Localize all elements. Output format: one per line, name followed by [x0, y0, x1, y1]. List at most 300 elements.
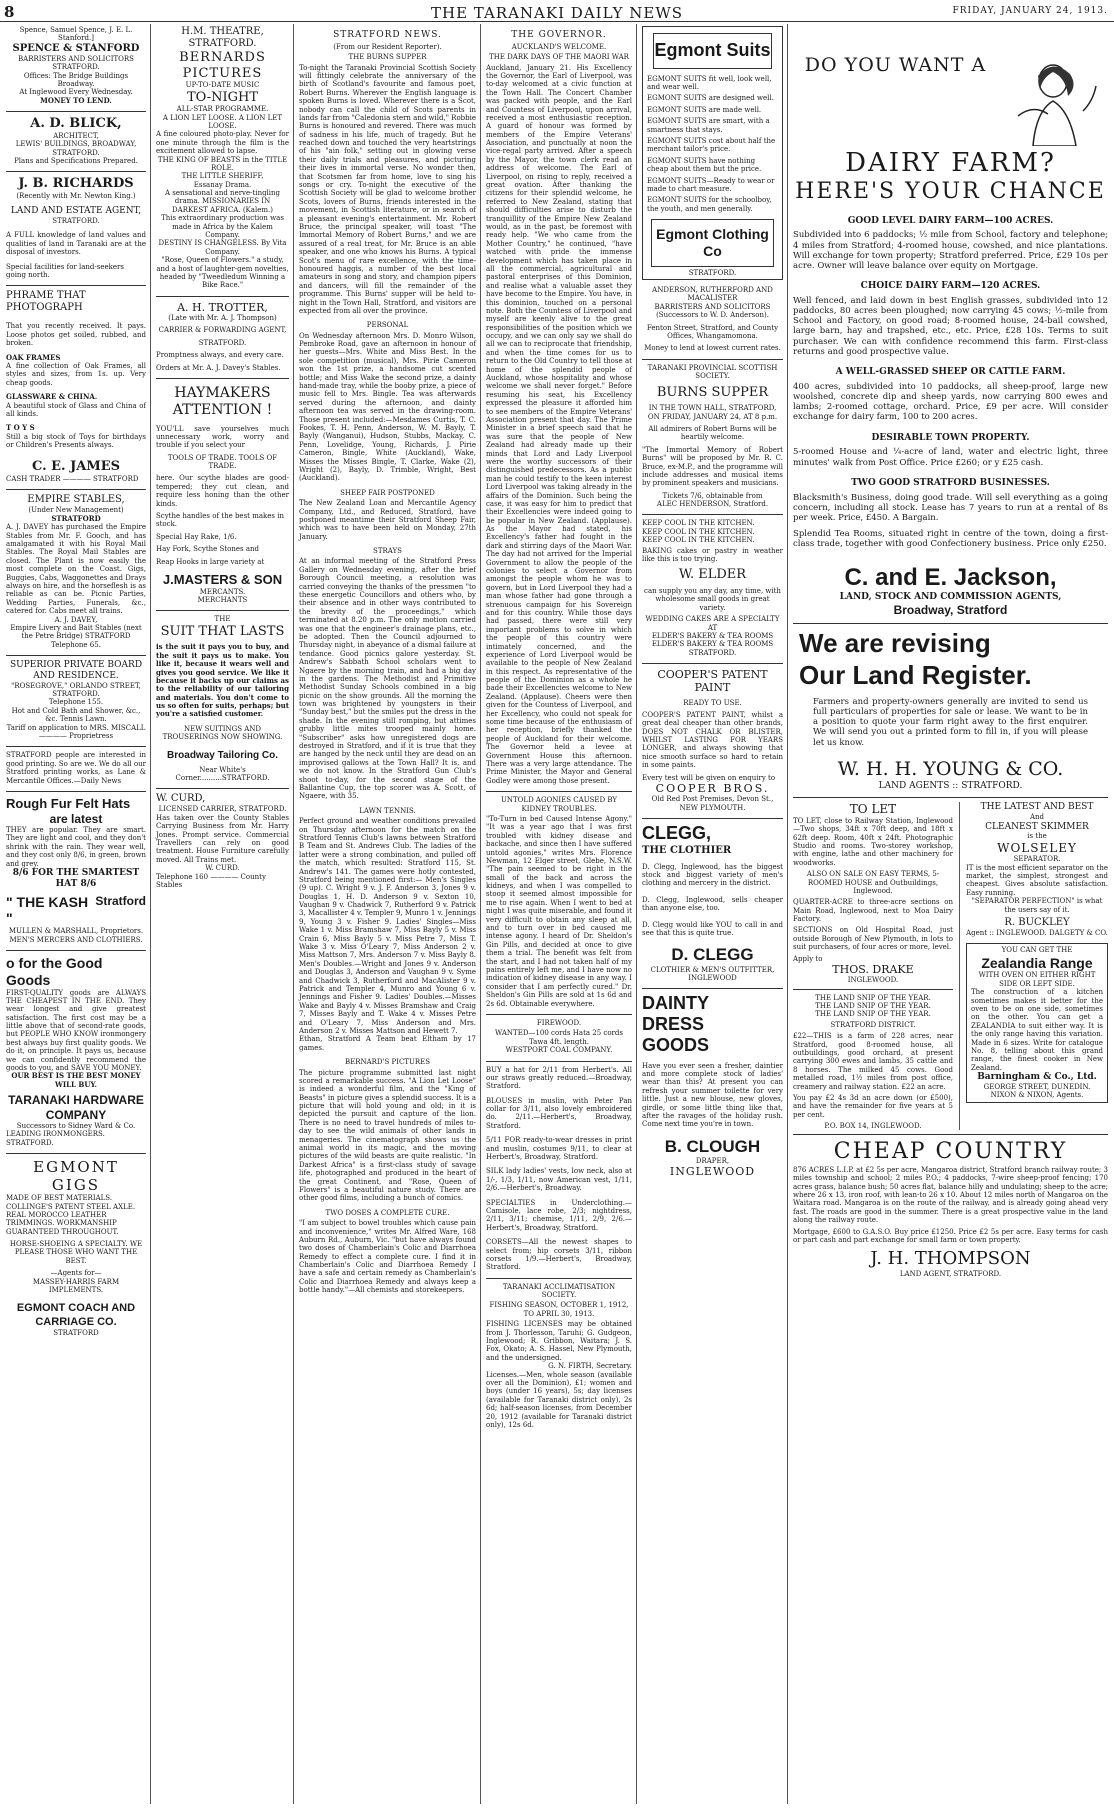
ad-text: Promptness always, and every care. [156, 351, 284, 360]
ad-text: Tariff on application to MRS. MISCALL ———— Proprietress [6, 723, 146, 741]
ad-text: Essanay Drama. [193, 180, 252, 189]
ad-heading: DAIRY FARM? [845, 148, 1056, 178]
ad-text: Splendid Tea Rooms, situated right in centre of the town, doing a first-class trade, together with good Confectionery business. Price only £250. [793, 529, 1108, 550]
ad-heading: EGMONT GIGS [33, 1158, 119, 1195]
divider [156, 610, 289, 611]
divider [6, 1153, 146, 1154]
ad-heading: THE CLOTHIER [642, 844, 732, 856]
divider [642, 359, 783, 360]
divider [6, 655, 146, 656]
ad-text: Agent :: INGLEWOOD. DALGETY & CO. [966, 928, 1108, 937]
ad-text: ALL-STAR PROGRAMME. [176, 105, 269, 114]
ad-heading: TARANAKI HARDWARE COMPANY [8, 1093, 144, 1122]
ad-text: G. N. FIRTH, Secretary. [548, 1362, 632, 1371]
ad-text: Have you ever seen a fresher, daintier and more complete stock of ladies' wear than this? At present you can refresh your summer toilette for very little. Just a new blouse, new gloves, girdle, or some little thing like that, after the ravages of the holiday rush. Come next time you're in town. [642, 1061, 783, 1129]
ad-text: "SEPARATOR PERFECTION" is what the users say of it. [971, 897, 1103, 914]
column-6 [789, 24, 1112, 1804]
ad-text: is the [1027, 832, 1047, 841]
ad-heading: T O Y S [6, 423, 35, 433]
masthead [0, 0, 1114, 22]
ad-text: ALSO ON SALE ON EASY TERMS, 5-ROOMED HOUSE and Outbuildings, Inglewood. [806, 870, 940, 895]
ad-text: CLOTHIER & MEN'S OUTFITTER, INGLEWOOD [650, 965, 775, 983]
ad-heading: We are revising [799, 628, 991, 659]
ad-text: here. Our scythe blades are good-tempered; they cut clean, and require less honing than the other kinds. [156, 474, 289, 508]
ad-text: TOOLS OF TRADE. TOOLS OF TRADE. [167, 453, 278, 471]
ad-elder [642, 519, 783, 657]
ad-text: This extraordinary production was made in Africa by the Kalem Company. [161, 214, 284, 240]
ad-text: Plans and Specifications Prepared. [14, 156, 138, 165]
ad-text: Reap Hooks in large variety at [156, 557, 265, 566]
ad-text: MASSEY-HARRIS FARM IMPLEMENTS. [32, 1277, 120, 1295]
ad-text: ELDER'S BAKERY & TEA ROOMS ELDER'S BAKERY & TEA ROOMS STRATFORD. [651, 631, 774, 657]
ad-text: (Late with Mr. A. J. Thompson) [168, 313, 277, 322]
article-heading: BERNARD'S PICTURES [344, 1058, 431, 1067]
ad-trotter [156, 301, 289, 372]
ad-heading: WOLSELEY [997, 840, 1077, 855]
ad-text: You pay £2 4s 3d an acre down (or £500), and have the remainder for five years at 5 per cent. [793, 1093, 953, 1119]
ad-heading: EGMONT COACH AND CARRIAGE CO. [16, 1302, 136, 1328]
ad-blick [6, 116, 146, 165]
ad-text: UP-TO-DATE MUSIC [185, 81, 260, 90]
ad-text: D. Clegg, Inglewood, has the biggest stock and biggest variety of men's clothing and mercery in the district. [642, 862, 783, 888]
ad-text: BUY a hat for 2/11 from Herbert's. All our straws greatly reduced.—Broadway, Stratford. [486, 1065, 632, 1091]
ad-heading: DESIRABLE TOWN PROPERTY. [871, 432, 1030, 443]
ad-text: A beautiful stock of Glass and China of all kinds. [6, 401, 146, 418]
ad-heading: FISHING SEASON, OCTOBER 1, 1912, TO APRIL 30, 1913. [489, 1301, 629, 1318]
article-heading: SHEEP FAIR POSTPONED [340, 488, 435, 497]
ad-text: "ROSEGROVE," ORLANDO STREET, STRATFORD. [11, 681, 141, 699]
ad-text: LICENSED CARRIER, STRATFORD. [158, 805, 287, 814]
ad-heading: DO YOU WANT A [804, 54, 987, 76]
divider [642, 514, 783, 515]
ad-text: CASH TRADER ———— STRATFORD [6, 475, 139, 484]
section-heading: THE GOVERNOR. [511, 30, 607, 40]
ad-text: LAND AGENTS :: STRATFORD. [878, 780, 1023, 791]
ad-heading: SUIT THAT LASTS [160, 623, 285, 639]
ad-text: Has taken over the County Stables Carrying Business from Mr. Harry Jones. Prompt service. Commercial Travellers can rely on good treatment. House Furniture carefully moved. All Trains met. [156, 813, 289, 864]
ad-heading: Stratford [95, 893, 146, 908]
ad-heading: HERE'S YOUR CHANCE [795, 179, 1106, 205]
ad-text: THE LITTLE SHERIFF, [181, 172, 264, 181]
ad-text: "Rose, Queen of Flowers." a study, and a host of laughter-gem novelties, headed by "Tweedledum Winning a Bike Race." [156, 256, 289, 290]
ad-text: —Agents for— [50, 1269, 102, 1278]
ad-text: STRATFORD. [688, 268, 737, 277]
ad-text: Tickets 7/6, obtainable from [662, 491, 763, 500]
article-body: On Wednesday afternoon Mrs. D. Monro Wilson, Pembroke Road, gave an afternoon in honour of her guests—Mrs. White and Miss Best. In the sole competition (musical), Mrs. Pirie Cameron won the 1st prize, a handsome cut scented bottle; and Miss Wake the second prize, a dainty hand-made tray, while the booby prize, a piece of music fell to Mrs. Bingle. Tea was afterwards served during the afternoon, and dainty afternoon tea was served in the drawing-room. Those present included:—Mesdames Curtis, T. C. Fookes, T. H. Penn, Anderson, W. M. Bayly, T. Bayly (Wanganui), Hudson, Stubbs, Mackay, C. Penn, Lovelidge, Young, Richards, J. Pirie Cameron, Bingle, White (Auckland), Wake, Misses the Misses Bingle, T. Clarke, Wake (2), Wright (2), Bayly, D. Trimble, Wright, Best (Auckland). [299, 331, 476, 483]
ad-text: 876 ACRES L.I.P. at £2 5s per acre, Mangaroa district, Stratford branch railway route; 3 miles township and school; 2 miles P.O.; 4 paddocks, 7-wire sheep-proof fencing; 170 acres grass, balance bush; 50 acres flat, balance hilly and undulating; sheep to the acre; where 26 x 13, iron roof, with lean-to 26 x 10. About 12 miles north of Mangaroa on the Waitara road. Mangaroa is on the route of the railway, and is already going ahead very fast. The roads are good in the summer. There is a great prospective value in the land along the railway route. [793, 1165, 1108, 1225]
ad-bernards-pictures [156, 26, 289, 290]
ad-text: Scythe handles of the best makes in stock. [156, 512, 284, 529]
divider [156, 296, 289, 297]
ad-text: BAKING cakes or pastry in weather like this is too trying. [642, 546, 783, 564]
ad-heading: THOS. DRAKE [832, 963, 914, 977]
ad-text: QUARTER-ACRE to three-acre sections on Main Road, Inglewood, next to Moa Dairy Factory. [793, 898, 953, 924]
ad-text: "The Immortal Memory of Robert Burns" will be proposed by Mr. R. C. Bruce, ex-M.P., and the programme will include addresses and musical items by prominent speakers and musicians. [642, 445, 783, 488]
article-heading: UNTOLD AGONIES CAUSED BY KIDNEY TROUBLES. [500, 796, 618, 813]
ad-heading: ANDERSON, RUTHERFORD AND MACALISTER [652, 286, 773, 303]
ad-heading: THE LAND SNIP OF THE YEAR. [815, 993, 931, 1002]
article-body: "To-Turn in bed Caused Intense Agony." "It was a year ago that I was first troubled with kidney disease and backache, and since then I have suffered untold agonies," writes Mrs. Florence Newman, 12 Elger street, Glebe, N.S.W. "The pain seemed to be right in the small of the back and across the kidneys, and when I was compelled to stoop it seemed almost impossible for me to rise again. When I went to bed at night I was quite miserable, and found it very difficult to obtain any sleep at all, and to turn over in bed caused me intense agony. I heard of Dr. Sheldon's Gin Pills, and decided at once to give them a trial. The benefit was felt from the start, and I had not taken half of my pains entirely left me, and I have now no indication of kidney disease in any way. I consider that I am perfectly cured." Dr. Sheldon's Gin Pills are sold at 1s 6d and 2s 6d. Obtainable everywhere. [486, 814, 632, 1008]
ad-heading: W. ELDER [678, 567, 747, 583]
column-3 [295, 24, 480, 1804]
ad-text: A FULL knowledge of land values and qualities of land in Taranaki are at the disposal of investors. [6, 231, 146, 257]
ad-text: A fine collection of Oak Frames, all styles and sizes, from 1s. up. Very cheap goods. [6, 361, 146, 387]
ad-text: IT is the most efficient separator on the market, the simplest, strongest and cheapest. Gives absolute satisfaction. Easy running. [966, 863, 1108, 897]
ad-heading: D. CLEGG [671, 945, 754, 965]
ad-text: INGLEWOOD [669, 1165, 756, 1179]
ad-heading: BURNS SUPPER [656, 384, 769, 400]
ad-text: W. CURD. [205, 864, 240, 873]
ad-heading: CLEGG, [642, 822, 712, 843]
ad-text: Empire Livery and Bait Stables (next the Petre Bridge) STRATFORD Telephone 65. [10, 623, 142, 649]
ad-text: HORSE-SHOEING A SPECIALTY. WE PLEASE THOSE WHO WANT THE BEST. [9, 1240, 143, 1265]
ad-heading: B. CLOUGH [664, 1136, 761, 1156]
ad-text: YOU CAN GET THE [1001, 946, 1073, 955]
ad-heading: A. D. BLICK, [30, 116, 122, 132]
ad-text: MONEY TO LEND. [40, 95, 112, 105]
section-subheading: (From our Resident Reporter). [333, 42, 442, 51]
ad-heading: CHEAP COUNTRY [833, 1139, 1068, 1165]
ad-text: Apply to [793, 954, 823, 963]
column-rule [636, 24, 637, 1804]
ad-text: LEWIS' BUILDINGS, BROADWAY, STRATFORD. [15, 140, 137, 157]
ad-text: STRATFORD. [52, 217, 100, 226]
ad-text: KEEP COOL IN THE KITCHEN. [642, 519, 755, 528]
article-heading: LAWN TENNIS. [359, 806, 416, 815]
ad-text: is the suit it pays you to buy, and the suit it pays us to make. You like it, because it wears well and gives you good service. We like it because it backs up our claims as to the reliability of our tailoring and materials. You don't come to us so often for suits, perhaps; but you're a satisfied customer. [156, 642, 289, 719]
ad-text: Money to lend at lowest current rates. [644, 344, 781, 353]
ad-text: TO LET, close to Railway Station, Inglewood—Two shops, 34ft x 70ft deep, and 18ft x 62ft deep. Room, 40ft x 24ft. Photographic Studio and rooms. Two-storey workshop, with engine, lathe and other machinery for woodworks. [793, 816, 953, 867]
ad-text: All admirers of Robert Burns will be heartily welcome. [648, 424, 777, 442]
ad-text: COOPER'S PATENT PAINT, whilst a great deal cheaper than other brands, DOES NOT CHALK OR BLISTER, WHILST LASTING FOR YEARS LONGER, and always showing that nice smooth surface so hard to retain in some paints. [642, 710, 783, 770]
ad-text: THEY are popular. They are smart. They are light and cool, and they don't shrink with the rain. They wear well, and they cost only 8/6, in green, brown and grey. [6, 825, 146, 868]
ad-heading: J.MASTERS & SON [162, 571, 283, 587]
column-1 [2, 24, 150, 1804]
ad-hardware [6, 955, 146, 1147]
ad-text: A sensational and nerve-tingling drama. MISSIONARIES IN DARKEST AFRICA. (Kalem.) [164, 189, 281, 214]
ad-heading: TARANAKI PROVINCIAL SCOTTISH SOCIETY. [647, 363, 778, 381]
divider [486, 1061, 632, 1062]
ad-heading: C. E. JAMES [31, 459, 121, 475]
ad-text: Offices: The Bridge Buildings Broadway. [23, 71, 129, 88]
ad-text: STRATFORD [51, 513, 101, 523]
ad-heading: PHRAME THAT PHOTOGRAPH [6, 290, 86, 314]
divider [486, 1014, 632, 1015]
article-body: At an informal meeting of the Stratford Press Gallery on Wednesday evening, after the brief Borough Council meeting, a resolution was carried conveying the thanks of the pressmen "to these energetic Councillors and others who, by their absence and in other ways contributed to the brevity of the proceedings," which terminated at 8.20 p.m. The only motion carried was one that the engineer's drainage plans, etc., be adopted. Then the Council adjourned to Thursday night, in abeyance of a dismal failure at tendance. Good picnics galore yesterday. St. Andrew's Sabbath School scholars went to Ngaere by the morning train, and had a big day in the gardens. The Methodist and Primitive Methodist Sunday Schools combined in a big picnic on the show grounds. All the morning the town was brightened by youngsters in their "Sunday best," but the smiles put the dress in the shade. In the evening still romping, but attimes grubby little mites trooped mainly home. "Subscriber" asks how unregistered dogs are destroyed in Stratford, and if it is true that they are hanged by the neck until they are dead on an improvised gallows at the Town Hall? It is, and we do not know. In the Stratford Gun Club's shoot to-day, for the second stage of the Ballantine Cup, the top scorer was A. Scott, of Ngaere, with 35. [299, 557, 476, 801]
ad-text: BARRISTERS AND SOLICITORS (Successors to W. D. Anderson). [654, 302, 771, 320]
ad-heading: A. H. TROTTER, [177, 300, 268, 314]
divider [486, 1278, 632, 1279]
ad-text: 5/11 FOR ready-to-wear dresses in print and muslin, costumes 9/11, to clear at Herbert's, Broadway, Stratford. [486, 1136, 632, 1162]
ad-heading: GLASSWARE & CHINA. [6, 392, 98, 402]
ad-text: FISHING LICENSES may be obtained from J. Thorlesson, Taruhi; G. Gudgeon, Inglewood; R. Gribbon, Waitara; J. S. Fox, Okato; A. S. Hassel, New Plymouth, and the undersigned. [486, 1320, 632, 1362]
ad-wolseley [966, 802, 1108, 1130]
ad-heading: TO-NIGHT [186, 89, 259, 105]
ad-heading: H.M. THEATRE, STRATFORD. [181, 26, 264, 49]
ad-text: A. J. DAVEY, [54, 615, 98, 624]
ad-text: Still a big stock of Toys for birthdays or Children's Presents always. [6, 432, 146, 450]
divider [486, 791, 632, 792]
ad-heading: C. and E. Jackson, [844, 563, 1057, 591]
ad-heading: GOOD LEVEL DAIRY FARM—100 ACRES. [847, 215, 1054, 226]
ad-dairy-farm [793, 54, 1108, 617]
ad-text: SILK lady ladies' vests, low neck, also at 1/-, 1/3, 1/11, now American vest, 1/11, 2/6.—Herbert's, Broadway. [486, 1167, 632, 1193]
ad-heading: o for the Good Goods [6, 954, 103, 988]
ad-text: KEEP COOL IN THE KITCHEN. [642, 527, 755, 536]
ad-text: EGMONT SUITS are made well. [647, 105, 762, 114]
ad-text: STRATFORD [53, 1328, 99, 1337]
divider [6, 111, 146, 112]
ad-text: STRATFORD. [198, 338, 247, 347]
ad-egmont-suits [642, 26, 783, 280]
ad-text: EGMONT SUITS for the schoolboy, the youth, and men generally. [647, 196, 772, 213]
ad-heading: W. H. H. YOUNG & CO. [837, 757, 1064, 780]
ad-text: IN THE TOWN HALL, STRATFORD, [648, 404, 777, 413]
ad-heading: J. B. RICHARDS [18, 176, 134, 192]
ad-heading: Broadway Tailoring Co. [167, 749, 278, 761]
ad-text: Broadway, Stratford [893, 603, 1008, 618]
ad-text: Successors to Sidney Ward & Co. [16, 1121, 136, 1130]
divider [6, 489, 146, 490]
column-rule [293, 24, 294, 1804]
article-heading: TWO DOSES A COMPLETE CURE. [325, 1208, 450, 1217]
divider [793, 1134, 1108, 1135]
ad-text: 5-roomed House and ¼-acre of land, water and electric light, three minutes' walk from Post Office. Price £260; or y £25 cash. [793, 447, 1108, 468]
article-body: To-night the Taranaki Provincial Scottish Society will fittingly celebrate the anniversary of the birth of Scotland's favourite and famous poet, Robert Burns. Wherever the English language is spoken Burns is loved. Wherever there is a Scot, nobody can call the child of Scots parents in lands far from "Caledonia stern and wild," Robbie Burns is honoured and revered. There was much of sadness in his life, much of tragedy. But he reached down and touched the very heartstrings of his "ain folk," setting out in glowing verse their daily trials and pleasures, and picturing their lives in immortal verse. No wonder then, that Scotsmen far from home, love to sing his songs or cry. To-night the executive of the Scottish Society will be glad to welcome brother Scots, lovers of Burns, friends interested in the movement, in Scottish literature, or in search of a pleasant evening's entertainment. Mr. Robert Bruce, the principal speaker, will toast "The Immortal Memory of Robert Burns," and we are assured of a real treat, for Mr. Bruce is an able speaker, and one who knows his Burns. A typical Scot's menu of rare excellence, with the time-honoured haggis, a number of the best local amateurs in song and story, and champion pipers and dancers, will fill the remainder of the programme. This Burns' supper will be held to-night in the Town Hall, Stratford, and visitors are expected from all over the province. [299, 63, 477, 315]
ad-text: Hot and Cold Bath and Shower, &c., &c. Tennis Lawn. [11, 706, 141, 724]
article-heading: PERSONAL [366, 321, 409, 330]
ad-text: EGMONT SUITS have nothing cheap about them but the price. [647, 156, 762, 174]
ad-text: STRATFORD DISTRICT. [830, 1020, 916, 1029]
ad-text: OUR BEST IS THE BEST MONEY WILL BUY. [11, 1071, 141, 1089]
column-rule [959, 802, 960, 1130]
ad-text: Mortgage, £600 to G.A.S.O. Buy price £1250. Price £2 5s per acre. Easy terms for cash or part cash and part exchange for small farm or town property. [793, 1227, 1108, 1244]
divider [156, 378, 289, 379]
column-rule [150, 24, 151, 1804]
ad-heading: TO LET [849, 802, 897, 817]
ad-drake [793, 802, 953, 1130]
divider [793, 989, 953, 990]
ad-text: MERCHANTS [197, 595, 248, 604]
column-4 [482, 24, 636, 1804]
ad-anderson [642, 286, 783, 353]
ad-zealandia [966, 943, 1108, 1102]
ad-heading: LAND AND ESTATE AGENT, [10, 206, 142, 217]
ad-text: 400 acres, subdivided into 10 paddocks, all sheep-proof, large new woolshed, concrete dip and sheep yards, now carrying 800 ewes and lambs; 2-roomed cottage, orchard. Price, £9 per acre. Will consider exchange for dairy farm, 100 to 200 acres. [793, 381, 1108, 423]
ad-heading: SUPERIOR PRIVATE BOARD AND RESIDENCE. [9, 660, 143, 681]
ad-heading: R. BUCKLEY [1004, 916, 1070, 928]
ad-text: EGMONT SUITS are designed well. [647, 94, 774, 103]
divider [793, 623, 1108, 624]
ad-text: Fenton Street, Stratford, and County Offices, Whangamomona. [646, 323, 779, 340]
ad-text: Orders at Mr. A. J. Davey's Stables. [156, 363, 281, 372]
ad-heading: TWO GOOD STRATFORD BUSINESSES. [851, 477, 1050, 488]
ad-text: CORSETS—All the newest shapes to select from; hip corsets 3/11, ribbon corsets 1/9.—Herbert's, Broadway, Stratford. [486, 1238, 632, 1272]
section-heading: STRATFORD NEWS. [333, 30, 442, 40]
ad-text: And [1029, 813, 1045, 822]
ad-text: Special Hay Rake, 1/6. [156, 532, 237, 541]
ad-text: ON FRIDAY, JANUARY 24, AT 8 p.m. [647, 412, 778, 421]
ad-heading: A WELL-GRASSED SHEEP OR CATTLE FARM. [835, 367, 1066, 378]
ad-broadway-tailoring [156, 615, 289, 782]
newspaper-title: THE TARANAKI DAILY NEWS [430, 4, 684, 22]
ad-heading: Barningham & Co., Ltd. [977, 1072, 1097, 1083]
ad-text: Old Red Post Premises, Devon St., NEW PLYMOUTH. [651, 795, 774, 812]
article-heading: STRAYS [373, 547, 402, 556]
ad-heading: FIREWOOD. [536, 1018, 582, 1027]
section-subheading: AUCKLAND'S WELCOME. [511, 42, 607, 51]
ad-clough [642, 993, 783, 1178]
ad-empire-stables [6, 494, 146, 649]
ad-text: (Under New Management) [28, 506, 124, 515]
ad-text: Licenses.—Men, whole season (available over all the Dominion), £1; women and boys (under 16 years), 5s; day licenses (available for Taranaki district only), 2s 6d; half-season licenses, from December 20, 1912 (available for Taranaki district only), 12s 6d. [486, 1370, 632, 1429]
ad-text: Near White's Corner..........STRATFORD. [175, 765, 270, 783]
article-body: The New Zealand Loan and Mercantile Agency Company, Ltd., and Reduced, Stratford, have postponed meantime their Stratford Sheep Fair, which was to have been held on Monday, 27th January. [299, 499, 476, 541]
ad-heading: COOPER BROS. [655, 782, 770, 796]
ad-heading: J. H. THOMPSON [870, 1248, 1031, 1270]
column-2 [152, 24, 293, 1804]
ad-text: THE KING OF BEASTS in the TITLE ROLE. [157, 155, 288, 172]
ad-text: BARRISTERS AND SOLICITORS [18, 54, 134, 63]
column-rule [787, 24, 788, 1804]
ad-young [793, 628, 1108, 791]
ad-heading: SPENCE & STANFORD [12, 42, 140, 54]
ad-richards [6, 176, 146, 279]
divider [642, 663, 783, 664]
column-5 [638, 24, 787, 1804]
divider [156, 788, 289, 789]
ad-heading: CLEANEST SKIMMER [985, 821, 1089, 832]
ad-text: Hay Fork, Scythe Stones and [156, 545, 259, 554]
ad-text: MADE OF BEST MATERIALS. COLLINGE'S PATENT STEEL AXLE. REAL MOROCCO LEATHER TRIMMINGS. WORKMANSHIP GUARANTEED THROUGHOUT. [6, 1194, 136, 1236]
ad-text: WITH OVEN ON EITHER RIGHT SIDE OR LEFT SIDE. [978, 971, 1096, 988]
ad-text: Spence, Samuel Spence, J. E. L. Stanford.] [19, 26, 133, 43]
divider [642, 988, 783, 989]
article-body: Auckland, January 21. His Excellency the Governor, the Earl of Liverpool, was to-day welcomed at a civic function at the Town Hall. The Concert Chamber was packed with people, and the Earl and Countess of Liverpool, upon arrival, received a most enthusiastic reception. A guard of honour was formed by members of the Empire Veterans' Association, and punctually at noon the vice-regal party arrived. After a speech by the Mayor, the town clerk read an address of welcome. The Earl of Liverpool, on rising to reply, received a great ovation. After thanking the citizens for their splendid welcome, he referred to New Zealand, stating that should difficulties arise to disturb the tranquillity of the Empire New Zealand would, as in the past, be foremost with ready help. "We who came from the Mother Country," he continued, "have watched with pride the immense development which has taken place in all the commercial, agricultural and pastoral enterprises of this Dominion, and realise what a valuable asset they have become to the Empire. You have, in this dominion, touched on a personal note. Both the Countess of Liverpool and myself are keenly alive to the great responsibilities of the position which we occupy, and we can only say we shall do all we can to reciprocate that friendship, and when the time comes for us to return to the Old Country to tell those at home of the splendid people of Auckland, whose hospitality and whose welcome we shall never forget." Before resuming his seat, his Excellency expressed the pleasure it afforded him to see members of the Empire Veterans' Association present that day. The Prime Minister in a brief speech said that he was sure that the people of New Zealand had already made up their minds that Lord and Lady Liverpool were the worthy successors of their distinguished predecessors. As a public man he could testify to the keen interest Lord Liverpool was taking already in the affairs of the Dominion. Such being the case, it was easy for him to predict that their Excellencies were indeed going to be popular in New Zealand. (Applause). As the Mayor had stated, his Excellency's father had fought in the dark and stirring days of the Maori War. The day had not arrived for the Imperial Government to allow the people of the colonies to select a Governor from amongst the people whom he was to govern, but in Lord Liverpool they had a man whose father had gone through a strenuous campaign for his Sovereign and for this country. While those days had passed, there were still very important problems to solve in which the people of this country were intimately concerned, and the experience of Lord Liverpool would be available to the people of New Zealand in this respect. As representative of the people of the Dominion as a whole he bade their Excellencies welcome to New Zealand. (Applause). Cheers were then given for the Countess of Liverpool, and her Excellency, who could not speak for some time because of the enthusiasm of her reception, briefly thanked the people of Auckland for their welcome. The Governor held a levee at Government House this afternoon. There was a very large attendance. The Prime Minister, the Mayor and General Godley were among those present. [486, 63, 632, 785]
ad-text: WESTPORT COAL COMPANY. [505, 1046, 613, 1055]
ad-heading: DAINTY DRESS GOODS [642, 993, 710, 1055]
ad-phrame [6, 290, 146, 483]
ad-text: At Inglewood Every Wednesday. [19, 88, 133, 97]
ad-text: FIRST-QUALITY goods are ALWAYS THE CHEAPEST IN THE END. They wear longest and give greatest satisfaction. The first cost may be a little above that of second-rate goods, but PEOPLE WHO KNOW ironmongery best always buy first quality goods. We do it, on principle. It pays us, because we can confidently recommend the goods to you, and SAVE YOU MONEY. [6, 988, 146, 1073]
ad-text: YOU'LL save yourselves much unnecessary work, worry and trouble if you select your [156, 424, 289, 450]
ad-text: THE [214, 615, 231, 624]
ad-heading: CHOICE DAIRY FARM—120 ACRES. [860, 281, 1041, 292]
article-body: Ethan, Stratford A Team beat Eltham by 17 games. [299, 1035, 476, 1052]
ad-text: Telephone 160 ———— County Stables [156, 872, 266, 889]
ad-printing-note: STRATFORD people are interested in good printing. So are we. We do all our Stratford printing works, as Lane & Mercantile Offices.—Daily News [6, 751, 146, 785]
ad-text: (Recently with Mr. Newton King.) [16, 191, 136, 200]
ad-heading: HAYMAKERS ATTENTION ! [172, 384, 273, 418]
ad-heading: OAK FRAMES [6, 352, 61, 362]
page-number: 8 [4, 3, 15, 21]
ad-text: A LION LET LOOSE. A LION LET LOOSE. [162, 113, 283, 130]
ad-text: Every test will be given on enquiry to [642, 773, 776, 782]
ad-clegg [642, 823, 783, 983]
ad-text: EGMONT SUITS are smart, with a smartness that stays. [647, 117, 770, 134]
article-body: The picture programme submitted last night scored a remarkable success. "A Lion Let Loose" is indeed a wonderful film, and the "King of Beasts" in picture gives a splendid success. It is a picture that will hold young and old; in it is depicted the pursuit and capture of the lion. There is no need to travel hundreds of miles to-day to see the wild animals of other lands in menageries. The cinematograph shows us the animal world in its magic, and the moving pictures of the wild beasts are quite realistic. "In Darkest Africa" is a first-class study of savage life, photographed and produced in the heart of the great Continent, and "Rose, Queen of Flowers" is a beautiful nature study. There are other good films, including a bunch of comics. [299, 1068, 476, 1203]
ad-text: MULLEN & MARSHALL, Proprietors. MEN'S MERCERS AND CLOTHIERS. [8, 927, 144, 944]
ad-text: MERCANTS. [199, 587, 246, 596]
ad-heading: Zealandia Range [981, 954, 1093, 971]
ad-text: READY TO USE. [683, 698, 742, 707]
ad-text: D. Clegg would like YOU to call in and see that this is quite true. [642, 920, 783, 937]
ad-heading: COOPER'S PATENT PAINT [657, 668, 768, 695]
issue-date: FRIDAY, JANUARY 24, 1913. [952, 6, 1108, 16]
ad-text: £22—THIS is a farm of 228 acres, near Stratford, good 8-roomed house, all outbuildings, good orchard, at present carrying 300 ewes and lambs, 35 cattle and 8 horses. The milked 45 cows. Good metalled road, 1½ miles from post office, creamery and railway station. £22 an acre. [793, 1032, 953, 1091]
ad-text: ALEC HENDERSON, Stratford. [656, 500, 769, 509]
ad-rosegrove [6, 660, 146, 740]
divider [6, 950, 146, 951]
divider [6, 746, 146, 747]
ad-text: EGMONT SUITS fit well, look well, and wear well. [647, 74, 772, 91]
ad-text: DESTINY IS CHANGELESS. By Vita Company. [158, 239, 287, 256]
ad-text: The construction of a kitchen sometimes makes it better for the oven to be on one side, sometimes on the other. You can get a ZEALANDIA to suit either way. It is the only range having this variation. Made in 6 sizes. Write for catalogue No. 8, telling about this grand range, the finest cooker in New Zealand. [971, 988, 1103, 1072]
ad-text: P.O. BOX 14, INGLEWOOD. [824, 1122, 922, 1131]
ad-text: EGMONT SUITS cost about half the merchant tailor's price. [647, 136, 776, 154]
ad-curd [156, 793, 289, 889]
ad-text: Blacksmith's Business, doing good trade. Will sell everything as a going concern, including all stock. Lease has 7 years to run at a rental of 8s per week. Price, £450. A Bargain. [793, 492, 1108, 523]
column-rule [480, 24, 481, 1804]
ad-text: WANTED—100 cords Hata 25 cords Tawa 4ft. length. [495, 1029, 623, 1046]
ad-text: A. J. DAVEY has purchased the Empire Stables from Mr. F. Gooch, and has amalgamated it with his Royal Mail Stables. The Royal Mail Stables are closed. The Plant is now easily the most complete on the Coast. Gigs, Buggies, Cabs, Waggonettes and Drays always on hire, and the horseflesh is as reliable as can be. Picnic Parties, Wedding Parties, Funerals, &c., catered for. Cabs meet all trains. [6, 523, 146, 616]
ad-spence-stanford [6, 26, 146, 105]
ad-text: Subdivided into 6 paddocks; ½ mile from School, factory and telephone; 4 miles from Stratford; 4-roomed house, cowshed, and nice plantations. Will exchange for town property; Stratford preferred. Price, £29 10s per acre. Owner will leave balance over equity on Mortgage. [793, 230, 1108, 271]
ad-heading: Rough Fur Felt Hats [6, 796, 131, 811]
ad-text: DRAPER, [695, 1157, 730, 1166]
ad-heading: THE LATEST AND BEST [980, 802, 1094, 813]
ad-text: GEORGE STREET, DUNEDIN. NIXON & NIXON, Agents. [983, 1082, 1091, 1100]
article-heading: THE BURNS SUPPER [348, 53, 427, 62]
section-subheading: THE DARK DAYS OF THE MAORI WAR [489, 53, 629, 62]
ad-text: Well fenced, and laid down in best English grasses, subdivided into 12 paddocks, 80 acres been ploughed; now carrying 45 cows; ½-mile from School and Factory, on good road; 8-roomed house, 24-bail cowshed, large barn, hay and trapshed, etc., etc. Price, £28 10s. Terms to suit purchaser. We can with confidence recommend this farm. First-class returns and good prospective value. [793, 295, 1108, 357]
ad-heading: BERNARDS PICTURES [179, 50, 266, 81]
ad-thompson [793, 1139, 1108, 1278]
ad-heading: are latest [49, 811, 103, 826]
divider [6, 285, 146, 286]
ad-heading: Our Land Register. [799, 659, 1032, 690]
ad-text: LAND AGENT, STRATFORD. [899, 1269, 1002, 1278]
ad-heading: THE LAND SNIP OF THE YEAR. [815, 1010, 931, 1019]
ad-text: KEEP COOL IN THE KITCHEN. [642, 536, 755, 545]
ad-text: 8/6 FOR THE SMARTEST HAT 8/6 [12, 867, 140, 889]
ad-heading: W. CURD, [156, 793, 206, 805]
ad-text: D. Clegg, Inglewood, sells cheaper than anyone else, too. [642, 895, 783, 913]
ad-text: A fine coloured photo-play. Never for one minute through the film is the excitement allowed to lapse. [156, 130, 289, 156]
divider [6, 791, 146, 792]
ad-text: CARRIER & FORWARDING AGENT, [158, 326, 287, 335]
ad-heading: TARANAKI ACCLIMATISATION SOCIETY. [502, 1282, 616, 1300]
ad-text: SEPARATOR. [1013, 855, 1061, 864]
divider [642, 818, 783, 819]
ad-text: LEADING IRONMONGERS. STRATFORD. [6, 1130, 105, 1147]
ad-text: Special facilities for land-seekers going north. [6, 262, 124, 280]
ad-text: LAND, STOCK AND COMMISSION AGENTS, [839, 592, 1062, 603]
ad-text: EGMONT SUITS—Ready to wear or made to chart measure. [647, 176, 775, 193]
ad-text: Farmers and property-owners generally are invited to send us full particulars of properties for sale or lease. We want to be in a position to quote your farm right away to the first enquirer. We will send you out a printed form to fill in, if you will please let us know. [813, 696, 1088, 748]
woman-illustration-icon [998, 56, 1108, 146]
ad-text: STRATFORD. [52, 63, 100, 72]
ad-heading: EMPIRE STABLES, [27, 494, 125, 506]
ad-text: That you recently received. It pays. Loose photos get soiled, rubbed, and broken. [6, 322, 146, 348]
ad-text: can supply you any day, any time, with wholesome small goods in great variety. [644, 587, 781, 612]
ad-text: NEW SUITINGS AND TROUSERINGS NOW SHOWING. [162, 724, 283, 742]
divider [6, 171, 146, 172]
ad-text: WEDDING CAKES ARE A SPECIALTY AT [645, 615, 780, 632]
ad-text: SPECIALTIES in Underclothing.—Camisole, lace robe, 2/3; nightdress, 2/11, 3/11; chemise, 1/11, 2/9, 2/6.—Herbert's, Broadway, Stratford. [486, 1198, 632, 1232]
ad-heading: Egmont Suits [653, 33, 772, 69]
ad-egmont-gigs [6, 1158, 146, 1337]
